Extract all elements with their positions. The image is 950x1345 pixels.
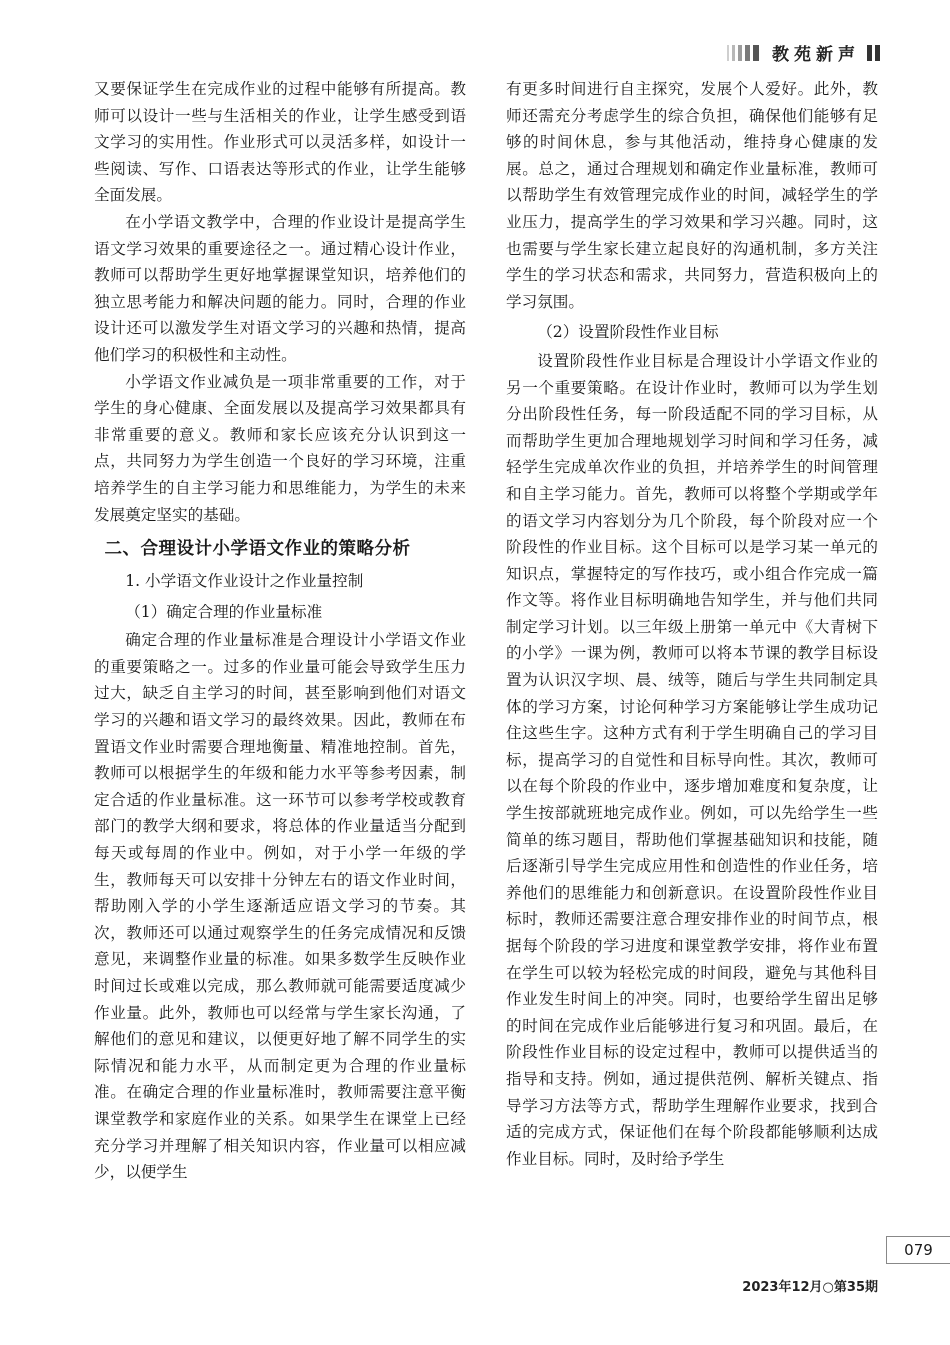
issue-info: 2023年12月○第35期	[742, 1280, 878, 1295]
header-decoration-bars	[727, 45, 762, 61]
page-number: 079	[886, 1236, 950, 1264]
item-heading: （2）设置阶段性作业目标	[537, 323, 719, 342]
paragraph: 在小学语文教学中，合理的作业设计是提高学生语文学习效果的重要途径之一。通过精心设计作业，教师可以帮助学生更好地掌握课堂知识，培养他们的独立思考能力和解决问题的能力。同时，合理的作业设计还可以激发学生对语文学习的兴趣和热情，提高他们学习的积极性和主动性。	[94, 212, 466, 364]
header-title: 教苑新声	[772, 45, 860, 65]
paragraph: 设置阶段性作业目标是合理设计小学语文作业的另一个重要策略。在设计作业时，教师可以为学生划分出阶段性任务，每一阶段适配不同的学习目标，从而帮助学生更加合理地规划学习时间和学习任务，减轻学生完成单次作业的负担，并培养学生的时间管理和自主学习能力。首先，教师可以将整个学期或学年的语文学习内容划分为几个阶段，每个阶段对应一个阶段性的作业目标。这个目标可以是学习某一单元的知识点，掌握特定的写作技巧，或小组合作完成一篇作文等。将作业目标明确地告知学生，并与他们共同制定学习计划。以三年级上册第一单元中《大青树下的小学》一课为例，教师可以将本节课的教学目标设置为认识汉字坝、晨、绒等，随后与学生共同制定具体的学习方案，讨论何种学习方案能够让学生成功记住这些生字。这种方式有利于学生明确自己的学习目标，提高学习的自觉性和目标导向性。其次，教师可以在每个阶段的作业中，逐步增加难度和复杂度，让学生按部就班地完成作业。例如，可以先给学生一些简单的练习题目，帮助他们掌握基础知识和技能，随后逐渐引导学生完成应用性和创造性的作业任务，培养他们的思维能力和创新意识。在设置阶段性作业目标时，教师还需要注意合理安排作业的时间节点，根据每个阶段的学习进度和课堂教学安排，将作业布置在学生可以较为轻松完成的时间段，避免与其他科目作业发生时间上的冲突。同时，也要给学生留出足够的时间在完成作业后能够进行复习和巩固。最后，在阶段性作业目标的设定过程中，教师可以提供适当的指导和支持。例如，通过提供范例、解析关键点、指导学习方法等方式，帮助学生理解作业要求，找到合适的完成方式，保证他们在每个阶段都能够顺利达成作业目标。同时，及时给予学生	[506, 351, 878, 1168]
paragraph: 小学语文作业减负是一项非常重要的工作，对于学生的身心健康、全面发展以及提高学习效果都具有非常重要的意义。教师和家长应该充分认识到这一点，共同努力为学生创造一个良好的学习环境，注重培养学生的自主学习能力和思维能力，为学生的未来发展奠定坚实的基础。	[94, 372, 466, 524]
running-header	[727, 40, 880, 65]
right-column	[506, 76, 878, 1172]
paragraph: 又要保证学生在完成作业的过程中能够有所提高。教师可以设计一些与生活相关的作业，让学生感受到语文学习的实用性。作业形式可以灵活多样，如设计一些阅读、写作、口语表达等形式的作业，让学生能够全面发展。	[94, 80, 466, 205]
header-end-bars	[864, 45, 880, 61]
section-heading: 二、合理设计小学语文作业的策略分析	[104, 539, 411, 560]
item-heading: （1）确定合理的作业量标准	[125, 602, 323, 621]
paragraph: 有更多时间进行自主探究，发展个人爱好。此外，教师还需充分考虑学生的综合负担，确保他们能够有足够的时间休息，参与其他活动，维持身心健康的发展。总之，通过合理规划和确定作业量标准，教师可以帮助学生有效管理完成作业的时间，减轻学生的学业压力，提高学生的学习效果和学习兴趣。同时，这也需要与学生家长建立起良好的沟通机制，多方关注学生的学习状态和需求，共同努力，营造积极向上的学习氛围。	[506, 80, 878, 311]
subsection-heading: 1. 小学语文作业设计之作业量控制	[125, 572, 364, 591]
left-column	[94, 76, 466, 1186]
paragraph: 确定合理的作业量标准是合理设计小学语文作业的重要策略之一。过多的作业量可能会导致学生压力过大，缺乏自主学习的时间，甚至影响到他们对语文学习的兴趣和语文学习的最终效果。因此，教师在布置语文作业时需要合理地衡量、精准地控制。首先，教师可以根据学生的年级和能力水平等参考因素，制定合适的作业量标准。这一环节可以参考学校或教育部门的教学大纲和要求，将总体的作业量适当分配到每天或每周的作业中。例如，对于小学一年级的学生，教师每天可以安排十分钟左右的语文作业时间，帮助刚入学的小学生逐渐适应语文学习的节奏。其次，教师还可以通过观察学生的任务完成情况和反馈意见，来调整作业量的标准。如果多数学生反映作业时间过长或难以完成，那么教师就可能需要适度减少作业量。此外，教师也可以经常与学生家长沟通，了解他们的意见和建议，以便更好地了解不同学生的实际情况和能力水平，从而制定更为合理的作业量标准。在确定合理的作业量标准时，教师需要注意平衡课堂教学和家庭作业的关系。如果学生在课堂上已经充分学习并理解了相关知识内容，作业量可以相应减少，以便学生	[94, 631, 466, 1182]
